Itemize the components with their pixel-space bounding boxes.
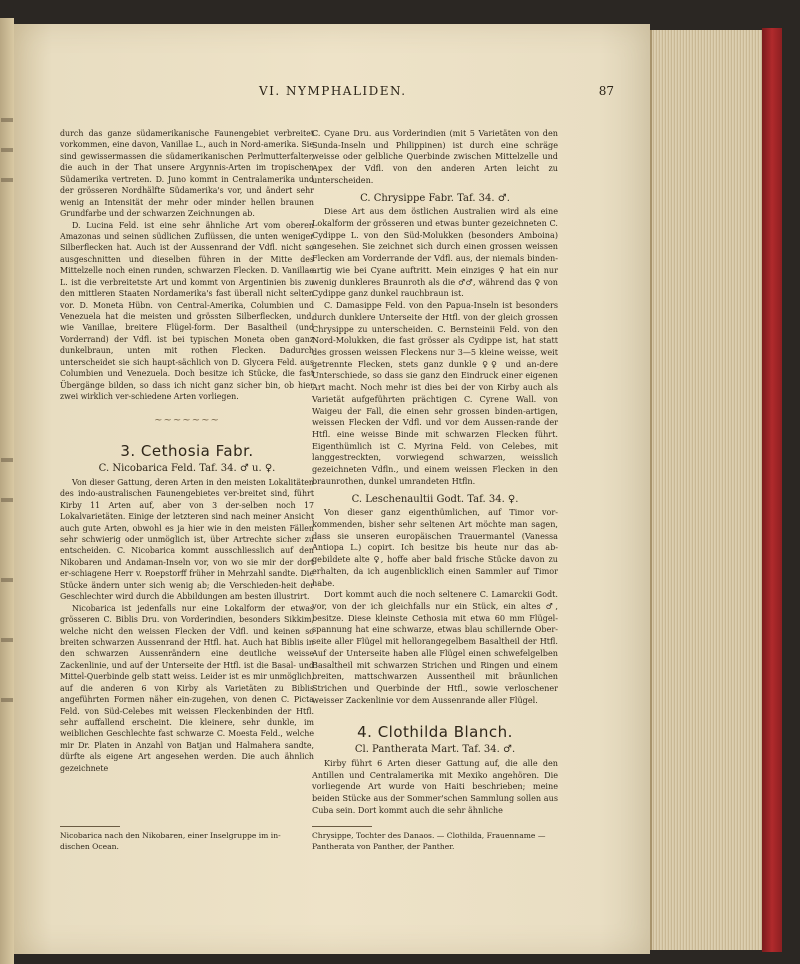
bleed-text: [1, 458, 13, 462]
paragraph: D. Lucina Feld. ist eine sehr ähnliche Art vom oberen Amazonas und seinen südlichen Zuflüssen, die unten weniger Silberflecken hat. Auch ist der Aussenrand der Vdfl. nicht so ausgeschnitten und dieselben führen in der Mitte des Mittelzelle noch einen runden, schwarzen Flecken. D. Vanillae L. ist die verbreitetste Art und kommt von Argentinien bis zu den mittleren Staaten Nordamerika's fast überall nicht selten vor. D. Moneta Hübn. von Central-Amerika, Columbien und Venezuela hat die meisten und grössten Silberflecken, und, wie Vanillae, breitere Flügel-form. Der Basaltheil (und Vorderrand) der Vdfl. ist bei typischen Moneta oben ganz dunkelbraun, unten mit rothen Flecken. Dadurch unterscheidet sie sich haupt-sächlich von D. Glycera Feld. aus Columbien und Venezuela. Doch besitze ich Stücke, die fast Übergänge bilden, so dass ich nicht ganz sicher bin, ob hier zwei wirklich ver-schiedene Arten vorliegen.: [60, 220, 314, 402]
left-page-edge: [0, 18, 14, 964]
left-column: [60, 128, 314, 774]
bleed-text: [1, 178, 13, 182]
section-ornament: ~~~~~~~: [154, 414, 220, 426]
right-column: [312, 128, 558, 817]
paragraph: C. Damasippe Feld. von den Papua-Inseln ist besonders durch dunklere Unterseite der Htfl. von der gleich grossen Chrysippe zu unterscheiden. C. Bernsteinii Feld. von den Nord-Molukken, die fast grösser als Cydippe ist, hat statt des grossen weissen Fleckens nur 3—5 kleine weisse, weit getrennte Flecken, stets ganz dunkle ♀♀ und an-dere Unterschiede, so dass sie ganz den Eindruck einer eigenen Art macht. Noch mehr ist dies bei der von Kirby auch als Varietät aufgeführten prächtigen C. Cyrene Wall. von Waigeu der Fall, die einen sehr grossen binden-artigen, weissen Flecken der Vdfl. und vor dem Aussen-rande der Htfl. eine weisse Binde mit schwarzen Flecken führt. Eigenthümlich ist C. Myrina Feld. von Celebes, mit langgestreckten, vorwiegend schwarzen, weisslich gezeichneten Vdfln., und einem weissen Flecken in den braunrothen, dunkel umrandeten Htfln.: [312, 300, 558, 486]
section-heading: 4. Clothilda Blanch.: [357, 722, 513, 741]
footnote: Chrysippe, Tochter des Danaos. — Clothilda, Frauenname — Pantherata von Panther, der Panther.: [312, 831, 546, 851]
paragraph: C. Cyane Dru. aus Vorderindien (mit 5 Varietäten von den Sunda-Inseln und Philippinen) ist durch eine schräge weisse oder gelbliche Querbinde zwischen Mittelzelle und Apex der Vdfl. von den anderen Arten leicht zu unterscheiden.: [312, 128, 558, 185]
paragraph: Diese Art aus dem östlichen Australien wird als eine Lokalform der grösseren und etwas bunter gezeichneten C. Cydippe L. von den Süd-Molukken (besonders Amboina) angesehen. Sie zeichnet sich durch einen grossen weissen Flecken am Vorderrande der Vdfl. aus, der niemals binden-artig wie bei Cyane auftritt. Mein einziges ♀ hat ein nur wenig dunkleres Braunroth als die ♂♂, während das ♀ von Cydippe ganz dunkel rauchbraun ist.: [312, 206, 558, 299]
bleed-text: [1, 698, 13, 702]
species-heading: C. Chrysippe Fabr. Taf. 34. ♂.: [360, 192, 510, 204]
paragraph: Nicobarica ist jedenfalls nur eine Lokalform der etwas grösseren C. Biblis Dru. von Vorderindien, besonders Sikkim, welche nicht den weissen Flecken der Vdfl. und keinen so breiten schwarzen Aussenrand der Htfl. hat. Auch hat Biblis in den schwarzen Aussenrändern eine deutliche weisse Zackenlinie, und auf der Unterseite der Htfl. ist die Basal- und Mittel-Querbinde gelb statt weiss. Leider ist es mir unmöglich, auf die anderen 6 von Kirby als Varietäten zu Biblis angeführten Formen näher ein-zugehen, von denen C. Picta Feld. von Süd-Celebes mit weissen Fleckenbinden der Htfl. sehr auffallend erscheint. Die kleinere, sehr dunkle, im weiblichen Geschlechte fast schwarze C. Moesta Feld., welche mir Dr. Platen in Anzahl von Batjan und Halmahera sandte, dürfte als eigene Art angesehen werden. Die auch ähnlich gezeichnete: [60, 603, 314, 773]
species-heading: C. Nicobarica Feld. Taf. 34. ♂ u. ♀.: [98, 463, 276, 475]
bleed-text: [1, 148, 13, 152]
footnote: Nicobarica nach den Nikobaren, einer Inselgruppe im in-dischen Ocean.: [60, 831, 281, 851]
section-heading: 3. Cethosia Fabr.: [120, 441, 254, 460]
page-block-foreedge: [650, 30, 770, 950]
paragraph: Dort kommt auch die noch seltenere C. Lamarckii Godt. vor, von der ich gleichfalls nur ein Stück, ein altes ♂, besitze. Diese kleinste Cethosia mit etwa 60 mm Flügel-spannung hat eine schwarze, etwas blau schillernde Ober-seite aller Flügel mit hellorangegelbem Basaltheil der Htfl. Auf der Unterseite haben alle Flügel einen schwefelgelben Basaltheil mit schwarzen Strichen und Ringen und einem breiten, mattschwarzen Aussentheil mit bräunlichen Strichen und Querbinde der Htfl., sowie verloschener weisser Zackenlinie vor dem Aussenrande aller Flügel.: [312, 589, 558, 705]
species-heading: Cl. Pantherata Mart. Taf. 34. ♂.: [354, 744, 516, 756]
footnote-rule: [312, 826, 372, 827]
running-header: [60, 84, 640, 102]
page-number: 87: [598, 84, 614, 98]
species-heading: C. Leschenaultii Godt. Taf. 34. ♀.: [351, 493, 519, 505]
bleed-text: [1, 638, 13, 642]
footnote-rule: [60, 826, 120, 827]
header-title: VI. NYMPHALIDEN.: [259, 84, 407, 98]
bleed-text: [1, 498, 13, 502]
paragraph: Kirby führt 6 Arten dieser Gattung auf, die alle den Antillen und Centralamerika mit Mexiko angehören. Die vorliegende Art wurde von Haiti beschrieben; meine beiden Stücke aus der Sommer'schen Sammlung sollen aus Cuba sein. Dort kommt auch die sehr ähnliche: [312, 757, 558, 815]
bleed-text: [1, 578, 13, 582]
bleed-text: [1, 118, 13, 122]
paragraph: Von dieser Gattung, deren Arten in den meisten Lokalitäten des indo-australischen Faunengebietes ver-breitet sind, führt Kirby 11 Arten auf, aber von 3 der-selben noch 17 Lokalvarietäten. Einige der letzteren sind nach meiner Ansicht auch gute Arten, obwohl es ja hier wie in den meisten Fällen sehr schwierig oder unmöglich ist, über Artrechte sicher zu entscheiden. C. Nicobarica kommt ausschliesslich auf den Nikobaren und Andaman-Inseln vor, von wo sie mir der dort er-schiagene Herr v. Roepstorff früher in Mehrzahl sandte. Die Stücke ändern unter sich wenig ab; die Verschieden-heit der Geschlechter wird durch die Abbildungen am besten illustrirt.: [60, 477, 314, 602]
red-book-cover: [762, 28, 782, 952]
paragraph: durch das ganze südamerikanische Faunengebiet verbreitet vorkommen, eine davon, Vanillae L., auch in Nord-amerika. Sie sind gewissermassen die südamerikanischen Perlmutterfalter, die auch in der That unsere Argynnis-Arten im tropischen Südamerika vertreten. D. Juno kommt in Centralamerika und der grösseren Nordhälfte Südamerika's vor, und ändert sehr wenig an Intensität der mehr oder minder hellen braunen Grundfarbe und der schwarzen Zeichnungen ab.: [60, 129, 314, 219]
paragraph: Von dieser ganz eigenthümlichen, auf Timor vor-kommenden, bisher sehr seltenen Art möchte man sagen, dass sie unseren europäischen Trauermantel (Vanessa Antiopa L.) copirt. Ich besitze bis heute nur das ab-gebildete alte ♀, hoffe aber bald frische Stücke davon zu erhalten, da ich augenblicklich einen Sammler auf Timor habe.: [312, 507, 558, 588]
